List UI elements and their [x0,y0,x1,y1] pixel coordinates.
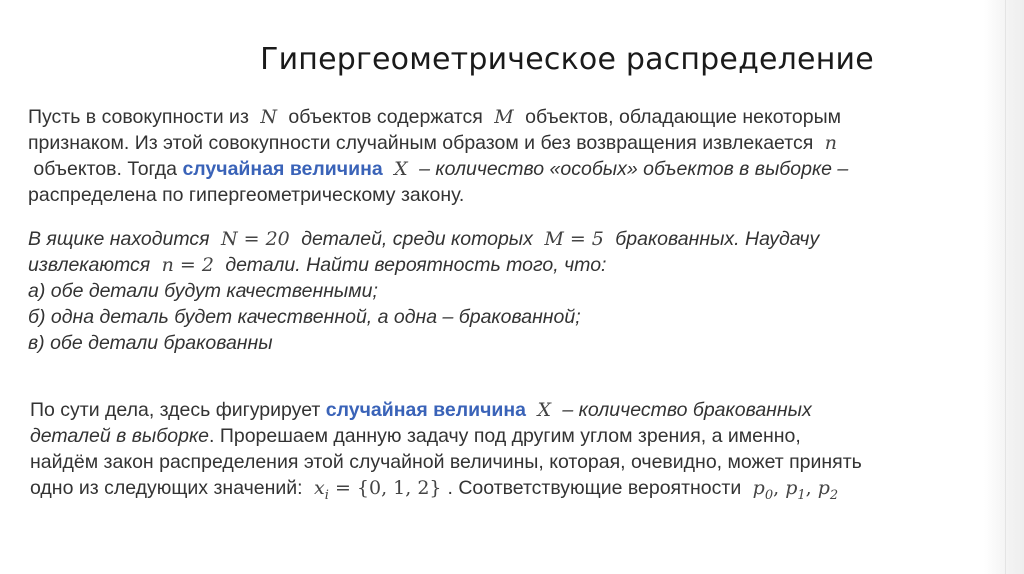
text-segment: . Прорешаем данную задачу под другим углом зрения, а именно, [209,425,801,447]
text-segment: извлекаются [28,254,151,276]
text-segment: объектов. Тогда [33,158,178,180]
math-n: n [824,132,837,154]
math-probabilities [747,477,845,503]
math-xi-set [308,477,448,503]
math-M-equals: M = 5 [544,228,604,250]
text-segment: . Соответствующие вероятности [447,477,742,499]
text-segment: По сути дела, здесь фигурирует [30,399,321,421]
solution-line-2 [30,423,990,449]
math-symbol: p [752,477,765,499]
text-segment: одно из следующих значений: [30,477,303,499]
math-X: X [394,158,408,180]
problem-option-a: а) обе детали будут качественными; [28,280,378,302]
solution-line-3: найдём закон распределения этой случайной величины, которая, очевидно, может принять [30,451,862,473]
definition-line-4: распределена по гипергеометрическому закону. [28,184,465,206]
math-subscript: 2 [829,487,839,503]
text-segment: признаком. Из этой совокупности случайным образом и без возвращения извлекается [28,132,814,154]
math-subscript: i [324,487,329,503]
problem-line-1 [28,226,998,252]
highlight-random-variable: случайная величина [182,158,383,180]
text-segment: – количество бракованных [562,399,812,421]
solution-paragraph [30,397,990,509]
slide-edge-line [1005,0,1006,574]
slide-title: Гипергеометрическое распределение [260,42,874,77]
math-set: = {0, 1, 2} [328,477,442,499]
problem-line-2 [28,252,998,278]
math-X: X [537,399,551,421]
definition-line-1 [28,104,998,130]
highlight-random-variable: случайная величина [325,399,527,421]
definition-line-2 [28,130,998,156]
solution-line-1 [30,397,990,423]
text-segment: деталей в выборке [30,425,209,447]
text-segment: деталей, среди которых [301,228,533,250]
math-symbol: p [785,477,798,499]
solution-line-4 [30,475,990,509]
math-separator: , [773,477,786,499]
problem-option-b: б) одна деталь будет качественной, а одна – бракованной; [28,306,581,328]
problem-option-c: в) обе детали бракованны [28,332,273,354]
definition-paragraph [28,104,998,208]
definition-line-3 [28,156,998,182]
text-segment: Пусть в совокупности из [28,106,249,128]
math-subscript: 1 [797,487,806,503]
math-N-equals: N = 20 [220,228,290,250]
text-segment: – количество «особых» объектов в выборке – [419,158,849,180]
math-n-equals: n = 2 [161,254,214,276]
text-segment: объектов, обладающие некоторым [525,106,842,128]
math-M: M [494,106,514,128]
problem-paragraph [28,226,998,356]
math-separator: , [805,477,818,499]
math-symbol: p [817,477,830,499]
math-N: N [260,106,277,128]
text-segment: объектов содержатся [288,106,483,128]
math-subscript: 0 [764,487,774,503]
text-segment: бракованных. Наудачу [615,228,820,250]
math-symbol: x [314,477,325,499]
text-segment: детали. Найти вероятность того, что: [225,254,607,276]
text-segment: В ящике находится [28,228,210,250]
